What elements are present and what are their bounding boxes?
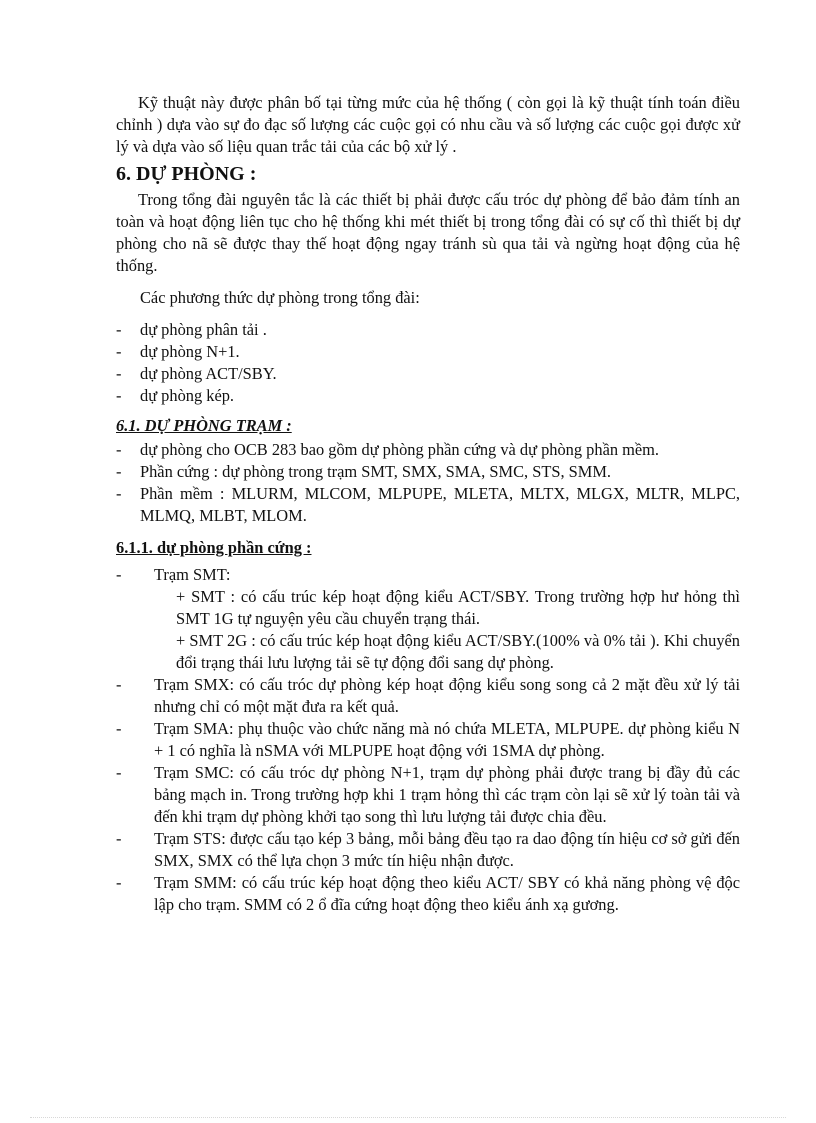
bullet-dash: - xyxy=(116,342,122,361)
bullet-dash: - xyxy=(116,675,122,694)
bullet-dash: - xyxy=(116,440,122,459)
list-item: - dự phòng phân tải . xyxy=(116,320,267,339)
page-content xyxy=(116,92,740,916)
bullet-dash: - xyxy=(116,320,122,339)
list-item: - Trạm SMM: có cấu trúc kép hoạt động theo kiểu ACT/ SBY có khả năng phòng vệ độc lập cho trạm. SMM có 2 ổ đĩa cứng hoạt động theo kiểu ánh xạ gương. xyxy=(116,873,740,914)
section-6-heading: 6. DỰ PHÒNG : xyxy=(116,163,257,185)
list-item: - Trạm SMA: phụ thuộc vào chức năng mà nó chứa MLETA, MLPUPE. dự phòng kiểu N + 1 có nghĩa là nSMA với MLPUPE hoạt động với 1SMA dự phòng. xyxy=(116,719,740,760)
list-item: - Trạm SMC: có cấu tróc dự phòng N+1, trạm dự phòng phải được trang bị đầy đủ các bảng mạch in. Trong trường hợp khi 1 trạm hỏng thì các trạm còn lại sẽ xử lý toàn tải và đến khi trạm dự phòng khởi tạo song thì lưu lượng tải được chia đều. xyxy=(116,763,740,826)
section-6-1-heading: 6.1. DỰ PHÒNG TRẠM : xyxy=(116,416,292,435)
bullet-dash: - xyxy=(116,719,122,738)
bullet-dash: - xyxy=(116,763,122,782)
section-6-paragraph: Trong tổng đài nguyên tắc là các thiết bị phải được cấu tróc dự phòng để bảo đảm tính an toàn và hoạt động liên tục cho hệ thống khi mét thiết bị trong tổng đài có sự cố thì thiết bị dự phòng cho nã sẽ được thay thế hoạt động ngay tránh sù qua tải và ngừng hoạt động của hệ thống. xyxy=(116,190,740,275)
list-item: - dự phòng N+1. xyxy=(116,342,240,361)
bullet-dash: - xyxy=(116,565,122,584)
intro-paragraph: Kỹ thuật này được phân bố tại từng mức của hệ thống ( còn gọi là kỹ thuật tính toán điều chỉnh ) dựa vào sự đo đạc số lượng các cuộc gọi có nhu cầu và số lượng các cuộc gọi được xử lý và dựa vào số liệu quan trắc tải của các bộ xử lý . xyxy=(116,93,740,156)
list-item: - dự phòng kép. xyxy=(116,386,235,405)
list-item: - Phần cứng : dự phòng trong trạm SMT, SMX, SMA, SMC, STS, SMM. xyxy=(116,462,611,481)
methods-list xyxy=(116,319,740,407)
list-item xyxy=(116,564,740,674)
list-item: - dự phòng ACT/SBY. xyxy=(116,364,277,383)
smt-sub-2: + SMT 2G : có cấu trúc kép hoạt động kiểu ACT/SBY.(100% và 0% tải ). Khi chuyển đổi trạng thái lưu lượng tải sẽ tự động đổi sang dự phòng. xyxy=(176,631,740,672)
list-item: - Trạm STS: được cấu tạo kép 3 bảng, mỗi bảng đều tạo ra dao động tín hiệu cơ sở gửi đến SMX, SMX có thể lựa chọn 3 mức tín hiệu nhận được. xyxy=(116,829,740,870)
list-item: - Trạm SMX: có cấu tróc dự phòng kép hoạt động kiểu song song cả 2 mặt đều xử lý tải nhưng chỉ có một mặt đưa ra kết quả. xyxy=(116,675,740,716)
bullet-dash: - xyxy=(116,462,122,481)
methods-intro: Các phương thức dự phòng trong tổng đài: xyxy=(140,288,420,307)
bullet-dash: - xyxy=(116,386,122,405)
section-6-1-1-heading: 6.1.1. dự phòng phần cứng : xyxy=(116,538,312,557)
list-item: - Phần mềm : MLURM, MLCOM, MLPUPE, MLETA, MLTX, MLGX, MLTR, MLPC, MLMQ, MLBT, MLOM. xyxy=(116,484,740,525)
smt-sub-1: + SMT : có cấu trúc kép hoạt động kiểu ACT/SBY. Trong trường hợp hư hỏng thì SMT 1G tự nguyện yêu cầu chuyển trạng thái. xyxy=(176,587,740,628)
bullet-dash: - xyxy=(116,829,122,848)
smt-title: Trạm SMT: xyxy=(154,565,231,584)
bullet-dash: - xyxy=(116,364,122,383)
page-footer-divider xyxy=(30,1117,786,1118)
bullet-dash: - xyxy=(116,873,122,892)
list-item: - dự phòng cho OCB 283 bao gồm dự phòng phần cứng và dự phòng phần mềm. xyxy=(116,440,660,459)
section-6-1-list xyxy=(116,439,740,527)
bullet-dash: - xyxy=(116,484,122,503)
section-6-1-1-list xyxy=(116,564,740,916)
